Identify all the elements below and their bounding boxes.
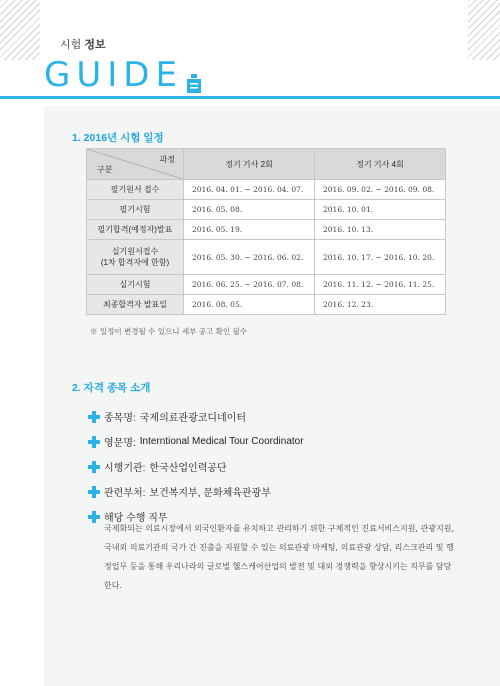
table-cell: 2016. 06. 25. ~ 2016. 07. 08. [184,275,315,295]
qualification-heading: 2. 자격 종목 소개 [72,382,151,394]
item-label: 종목명: [104,413,136,424]
item-value: 국제의료관광코디네이터 [139,413,247,424]
page-title: GUIDE [44,55,183,95]
item-value: 보건복지부, 문화체육관광부 [149,488,271,499]
table-row [87,220,446,240]
corner-bottom-label: 구분 [97,165,113,174]
item-label: 영문명: [104,438,136,449]
table-cell: 2016. 10. 17. ~ 2016. 10. 20. [315,240,446,275]
table-row [87,295,446,315]
corner-top-label: 과정 [159,155,175,164]
schedule-heading: 1. 2016년 시험 일정 [72,132,164,144]
plus-icon [88,486,100,498]
row-label [87,240,184,275]
row-label: 필기시험 [87,200,184,220]
table-cell: 2016. 10. 01. [315,200,446,220]
book-icon [186,74,202,94]
row-label: 필기원서 접수 [87,180,184,200]
item-value: 한국산업인력공단 [149,463,227,474]
table-cell: 2016. 05. 08. [184,200,315,220]
schedule-table [86,148,446,315]
plus-icon [88,436,100,448]
row-label-line2: (1차 합격자에 한함) [100,258,170,267]
list-item [88,454,468,479]
section-label-bold: 정보 [84,39,106,51]
table-corner-cell [87,149,184,180]
column-header-session-2: 정기 기사 2회 [184,149,315,180]
item-label: 시행기관: [104,463,146,474]
schedule-note: ※ 일정이 변경될 수 있으니 세부 공고 확인 필수 [90,327,247,336]
header-hatch-decoration-left [0,0,40,60]
plus-icon [88,411,100,423]
table-row [87,200,446,220]
list-item [88,429,468,454]
table-cell: 2016. 05. 30. ~ 2016. 06. 02. [184,240,315,275]
item-label: 관련부처: [104,488,146,499]
row-label-line1: 실기원서접수 [111,247,159,256]
row-label: 실기시험 [87,275,184,295]
section-label-prefix: 시험 [60,39,82,51]
header-hatch-decoration-right [468,0,500,60]
item-label: 해당 수행 직무 [104,513,168,524]
table-header-row [87,149,446,180]
section-label [60,36,106,52]
list-item [88,404,468,429]
table-cell: 2016. 11. 12. ~ 2016. 11. 25. [315,275,446,295]
table-cell: 2016. 05. 19. [184,220,315,240]
table-cell: 2016. 09. 02. ~ 2016. 09. 08. [315,180,446,200]
job-description: 국제화되는 의료시장에서 외국인환자를 유치하고 관리하기 위한 구체적인 진료서비스지원, 관광지원, 국내외 의료기관의 국가 간 진출을 지원할 수 있는 의료관광 마케팅, 의료관광 상담, 리스크관리 및 행정업무 등을 통해 우리나라의 글로벌 헬스케어산업의 발전 및 대외 경쟁력을 향상시키는 직무를 담당한다. [104,524,455,590]
plus-icon [88,511,100,523]
table-row [87,275,446,295]
table-cell: 2016. 04. 01. ~ 2016. 04. 07. [184,180,315,200]
item-value: Interntional Medical Tour Coordinator [139,436,304,447]
column-header-session-4: 정기 기사 4회 [315,149,446,180]
table-row [87,240,446,275]
table-cell: 2016. 12. 23. [315,295,446,315]
plus-icon [88,461,100,473]
table-row [87,180,446,200]
list-item [88,479,468,504]
row-label: 필기합격(예정자)발표 [87,220,184,240]
header-rule [0,96,500,99]
qualification-list [88,404,468,529]
row-label: 최종합격자 발표일 [87,295,184,315]
table-cell: 2016. 10. 13. [315,220,446,240]
table-cell: 2016. 08. 05. [184,295,315,315]
